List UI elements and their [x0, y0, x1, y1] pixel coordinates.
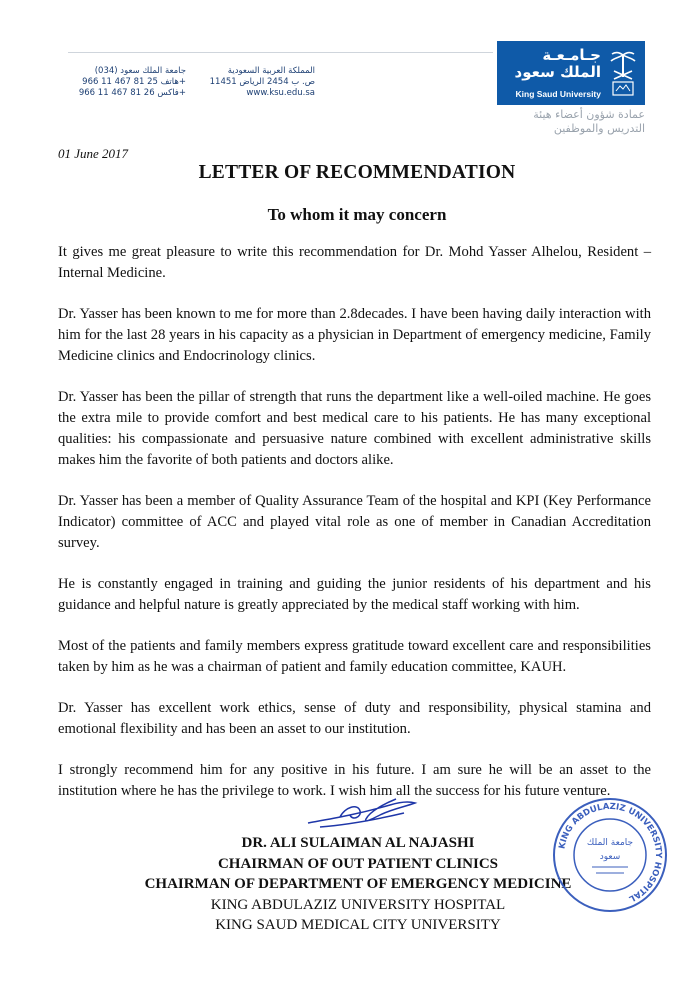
deanship-name [520, 108, 645, 136]
deanship-line: التدريس والموظفين [553, 122, 645, 135]
official-stamp [550, 795, 670, 915]
signatory-title: CHAIRMAN OF OUT PATIENT CLINICS [217, 855, 499, 872]
paragraph: Dr. Yasser has been known to me for more than 2.8decades. I have been having daily interaction with him for the last 28 years in his capacity as a physician in Department of emergency medicine, Family Medicine clinics and Endocrinology clinics. [58, 306, 651, 364]
contact-line: جامعة الملك سعود (034) [94, 66, 186, 76]
paragraph: Dr. Yasser has been a member of Quality Assurance Team of the hospital and KPI (Key Performance Indicator) committee of ACC and played vital role as one of member in Canadian Accreditation survey. [58, 493, 651, 551]
svg-text:سعود: سعود [599, 852, 621, 862]
paragraph: Dr. Yasser has been the pillar of strength that runs the department like a well-oiled machine. He goes the extra mile to provide comfort and best medical care to his patients. He has many exceptional qualities: his compassionate and persuasive nature combined with excellent administrative skills makes him the favorite of both patients and doctors alike. [58, 389, 651, 468]
signatory-organization: KING SAUD MEDICAL CITY UNIVERSITY [215, 917, 501, 933]
header-divider [68, 52, 493, 53]
address-line: المملكة العربية السعودية [227, 66, 315, 76]
letter-body [58, 242, 651, 822]
deanship-line: عمادة شؤون أعضاء هيئة [533, 108, 645, 121]
logo-arabic-text: جـامـعـة الملك سعود [514, 46, 601, 81]
signatory-organization: KING ABDULAZIZ UNIVERSITY HOSPITAL [210, 896, 506, 913]
paragraph: He is constantly engaged in training and guiding the junior residents of his department and his guidance and helpful nature is greatly appreciated by the medical staff working with him. [58, 576, 651, 613]
svg-text:جامعة الملك: جامعة الملك [586, 838, 634, 848]
letter-date: 01 June 2017 [58, 146, 129, 161]
letter-title: LETTER OF RECOMMENDATION [198, 162, 516, 183]
logo-english-text: King Saud University [515, 89, 601, 99]
palm-emblem-icon [609, 49, 637, 97]
svg-text:KING ABDULAZIZ UNIVERSITY HOSP: KING ABDULAZIZ UNIVERSITY HOSPITAL [557, 801, 664, 904]
contact-line: هاتف 25 81 467 11 966+ [82, 77, 186, 87]
signature-block [100, 833, 616, 936]
signatory-name: DR. ALI SULAIMAN AL NAJASHI [241, 835, 475, 851]
university-logo [497, 41, 645, 105]
contact-line: فاكس 26 81 467 11 966+ [78, 88, 186, 98]
address-line: www.ksu.edu.sa [246, 88, 315, 98]
handwritten-signature [300, 793, 425, 833]
paragraph: Most of the patients and family members express gratitude toward excellent care and responsibilities taken by him as he was a chairman of patient and family education committee, KAUH. [58, 638, 651, 675]
letterhead-contact [70, 66, 186, 99]
paragraph: It gives me great pleasure to write this recommendation for Dr. Mohd Yasser Alhelou, Resident – Internal Medicine. [58, 244, 651, 281]
paragraph: Dr. Yasser has excellent work ethics, sense of duty and responsibility, physical stamina and emotional flexibility and has been an asset to our institution. [58, 700, 651, 737]
letterhead-address [203, 66, 315, 99]
address-line: ص. ب 2454 الرياض 11451 [209, 77, 315, 87]
letter-salutation: To whom it may concern [267, 205, 447, 224]
signatory-title: CHAIRMAN OF DEPARTMENT OF EMERGENCY MEDICINE [144, 876, 572, 892]
paragraph: I strongly recommend him for any positive in his future. I am sure he will be an asset to the institution where he has the privilege to work. I wish him all the success for his future venture. [58, 762, 651, 799]
